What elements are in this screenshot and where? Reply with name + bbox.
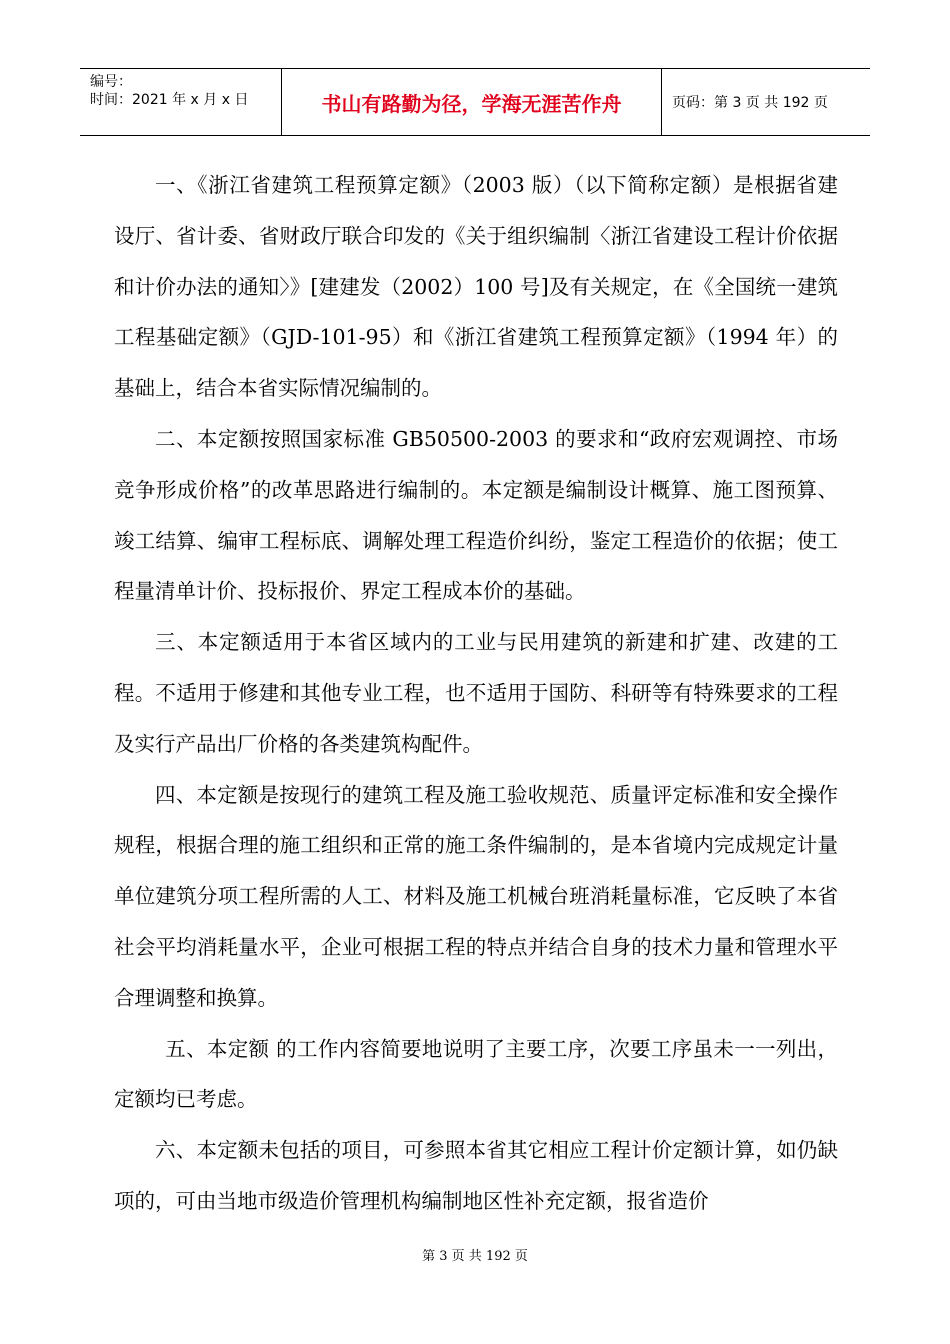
paragraph-6: 六、本定额未包括的项目，可参照本省其它相应工程计价定额计算，如仍缺项的，可由当地市级造价管理机构编制地区性补充定额，报省造价 bbox=[114, 1138, 838, 1213]
paragraph-3: 三、本定额适用于本省区域内的工业与民用建筑的新建和扩建、改建的工程。不适用于修建和其他专业工程，也不适用于国防、科研等有特殊要求的工程及实行产品出厂价格的各类建筑构配件。 bbox=[114, 630, 838, 756]
header-motto: 书山有路勤为径，学海无涯苦作舟 bbox=[282, 69, 662, 135]
paragraph-5: 五、本定额 的工作内容简要地说明了主要工序，次要工序虽未一一列出，定额均已考虑。 bbox=[114, 1036, 838, 1112]
document-number-label: 编号： bbox=[90, 74, 132, 90]
header-page-number: 页码：第 3 页 共 192 页 bbox=[672, 95, 828, 111]
page-header bbox=[80, 68, 870, 136]
paragraph-4: 四、本定额是按现行的建筑工程及施工验收规范、质量评定标准和安全操作规程，根据合理的施工组织和正常的施工条件编制的，是本省境内完成规定计量单位建筑分项工程所需的人工、材料及施工机械台班消耗量标准，它反映了本省社会平均消耗量水平，企业可根据工程的特点并结合自身的技术力量和管理水平合理调整和换算。 bbox=[114, 782, 838, 1010]
header-meta bbox=[80, 69, 282, 135]
page-footer: 第 3 页 共 192 页 bbox=[422, 1249, 528, 1264]
paragraph-2: 二、本定额按照国家标准 GB50500-2003 的要求和“政府宏观调控、市场竞争形成价格”的改革思路进行编制的。本定额是编制设计概算、施工图预算、竣工结算、编审工程标底、调解处理工程造价纠纷，鉴定工程造价的依据；使工程量清单计价、投标报价、界定工程成本价的基础。 bbox=[114, 426, 838, 604]
paragraph-1: 一、《浙江省建筑工程预算定额》（2003 版）（以下简称定额）是根据省建设厅、省计委、省财政厅联合印发的《关于组织编制〈浙江省建设工程计价依据和计价办法的通知〉》[建建发（2002）100 号]及有关规定，在《全国统一建筑工程基础定额》（GJD-101-95）和《浙江省建筑工程预算定额》（1994 年）的基础上，结合本省实际情况编制的。 bbox=[114, 173, 838, 401]
document-time-label: 时间：2021 年 x 月 x 日 bbox=[90, 92, 249, 108]
document-body bbox=[114, 160, 838, 1227]
